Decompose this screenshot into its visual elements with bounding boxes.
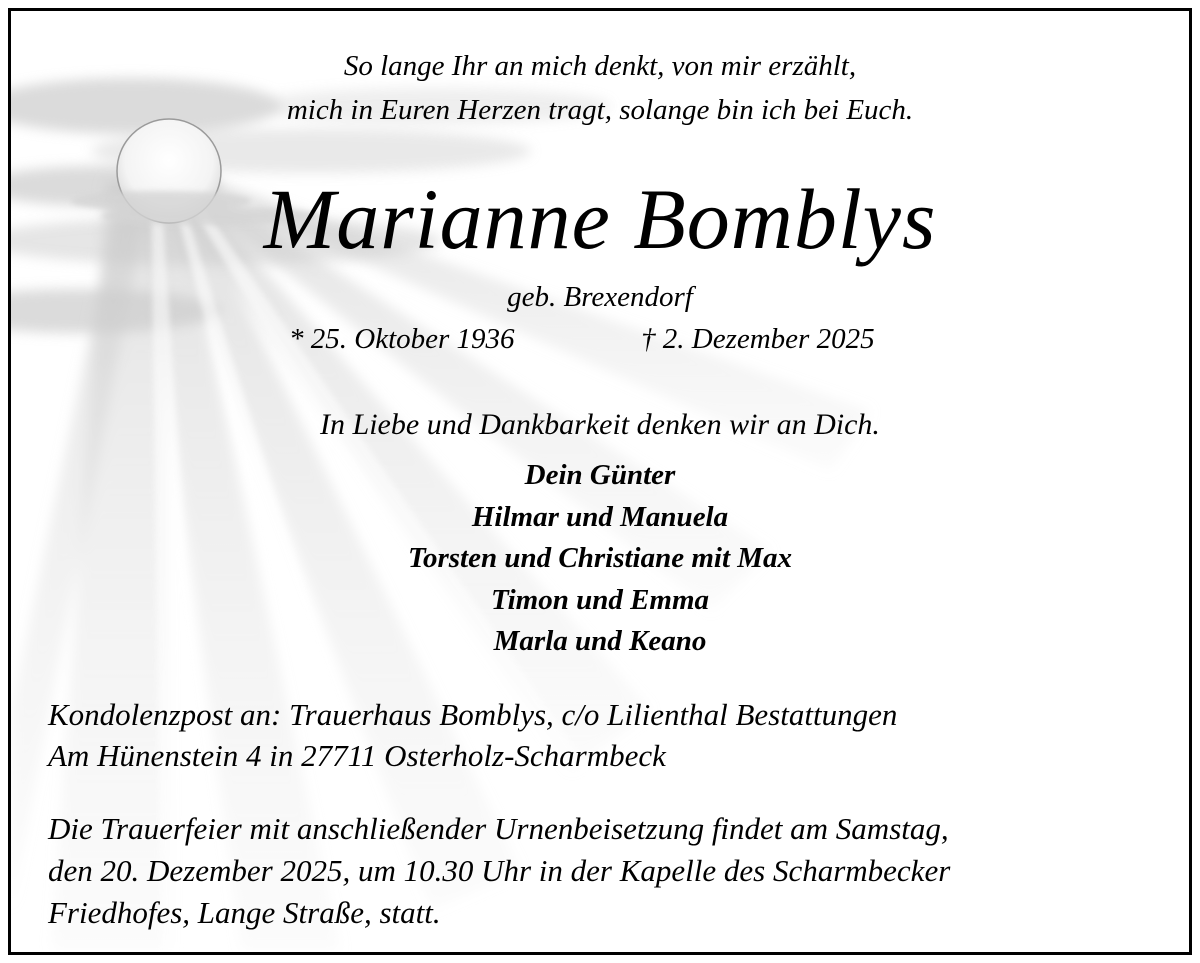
thanks-line: In Liebe und Dankbarkeit denken wir an Dich. [320,408,880,441]
ceremony-line-3: Friedhofes, Lange Straße, statt. [48,895,441,930]
ceremony-line-2: den 20. Dezember 2025, um 10.30 Uhr in der Kapelle des Scharmbecker [48,853,951,888]
birth-date: * 25. Oktober 1936 [289,323,515,355]
condolence-address [48,694,1168,776]
deceased-name: Marianne Bomblys [263,171,937,267]
family-member: Dein Günter [524,459,676,491]
family-list [11,455,1189,663]
motto-line-2: mich in Euren Herzen tragt, solange bin ich bei Euch. [286,94,914,126]
motto-line-1: So lange Ihr an mich denkt, von mir erzählt, [343,50,857,82]
obituary-content [11,11,1189,952]
condolence-line-2: Am Hünenstein 4 in 27711 Osterholz-Scharmbeck [48,738,666,773]
death-date: † 2. Dezember 2025 [641,323,875,355]
condolence-line-1: Kondolenzpost an: Trauerhaus Bomblys, c/o Lilienthal Bestattungen [48,697,898,732]
ceremony-line-1: Die Trauerfeier mit anschließender Urnenbeisetzung findet am Samstag, [48,811,949,846]
birth-name: geb. Brexendorf [507,281,693,313]
ceremony-notice [48,808,1168,934]
family-member: Hilmar und Manuela [471,500,729,533]
family-member: Marla und Keano [493,625,707,657]
family-member: Timon und Emma [490,583,710,616]
obituary-frame [8,8,1192,955]
family-member: Torsten und Christiane mit Max [407,542,793,574]
